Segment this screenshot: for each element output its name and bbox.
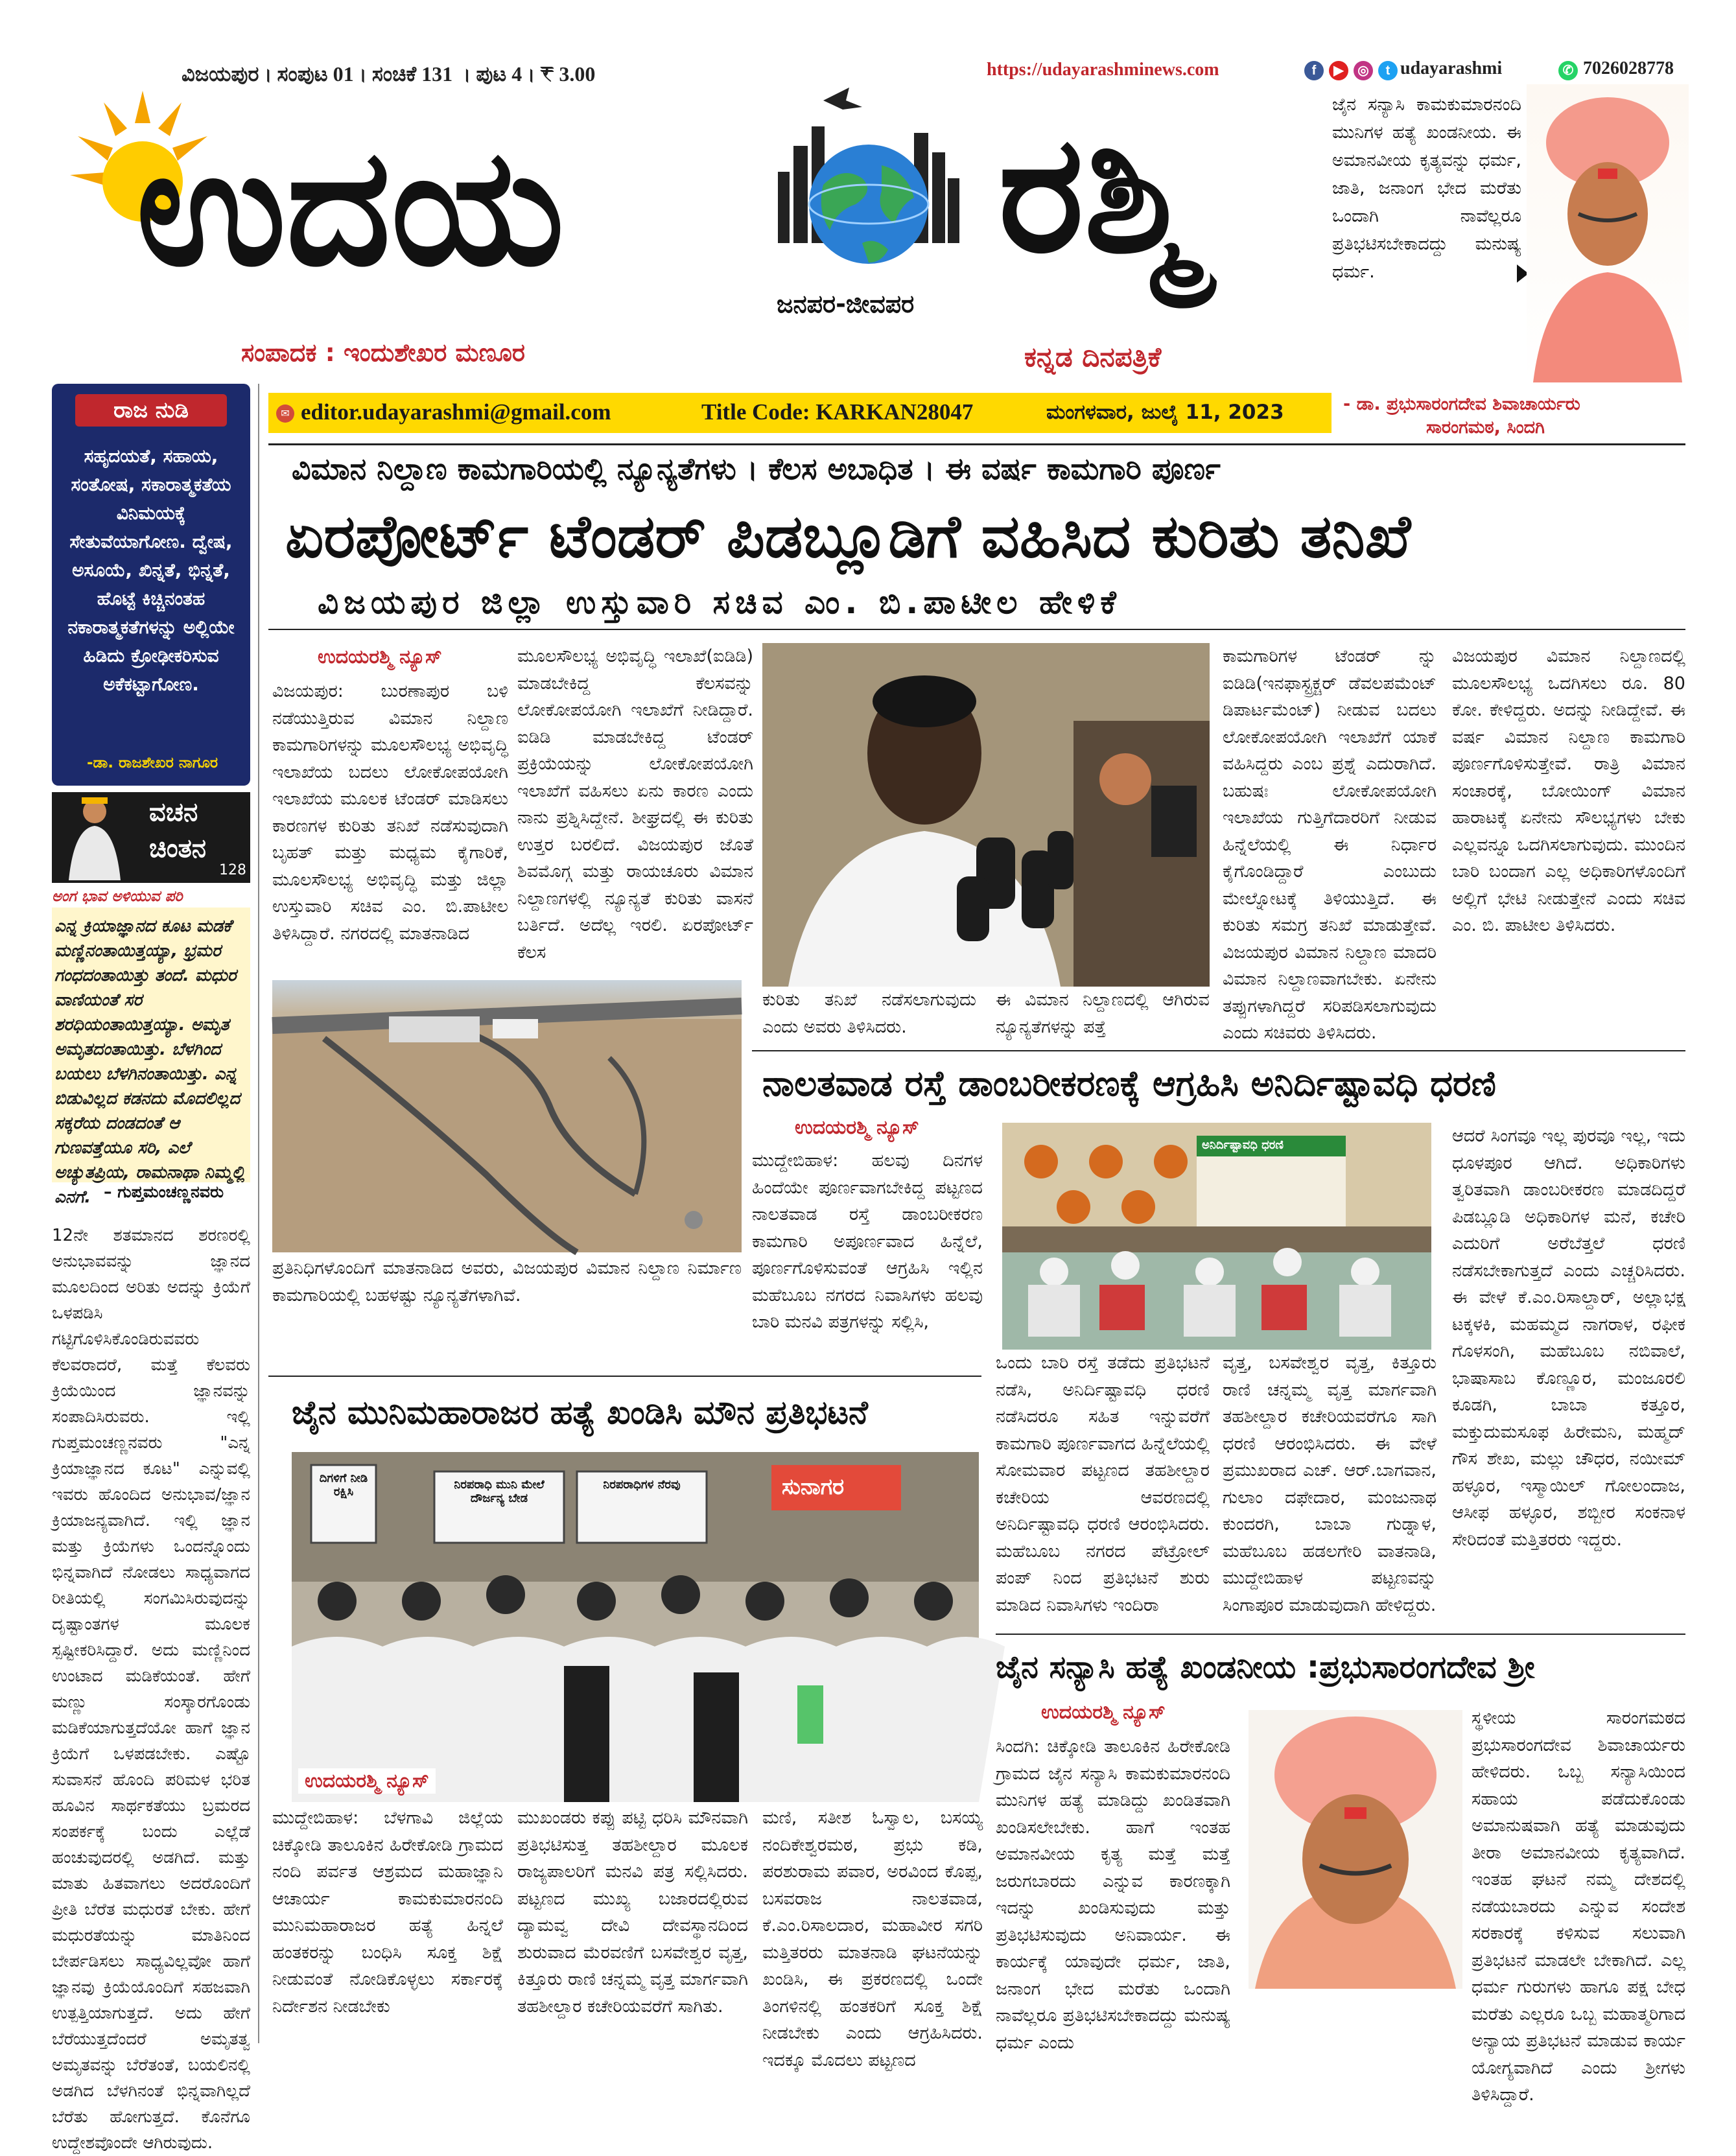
email-icon: ✉ [276,404,294,423]
instagram-icon[interactable]: ◎ [1354,61,1373,80]
youtube-icon[interactable]: ▶ [1329,61,1348,80]
lead-col1: ವಿಜಯಪುರ: ಬುರಣಾಪುರ ಬಳಿ ನಡೆಯುತ್ತಿರುವ ವಿಮಾನ ನಿಲ್ದಾಣ ಕಾಮಗಾರಿಗಳನ್ನು ಮೂಲಸೌಲಭ್ಯ ಅಭಿವೃದ್ಧಿ ಇಲಾಖೆಯ ಬದಲು ಲೋಕೋಪಯೋಗಿ ಇಲಾಖೆಯ ಮೂಲಕ ಟೆಂಡರ್ ಮಾಡಿಸಲು ಕಾರಣಗಳ ಕುರಿತು ತನಿಖೆ ನಡೆಸುವುದಾಗಿ ಬೃಹತ್ ಮತ್ತು ಮಧ್ಯಮ ಕೈಗಾರಿಕೆ, ಮೂಲಸೌಲಭ್ಯ ಅಭಿವೃದ್ಧಿ ಮತ್ತು ಜಿಲ್ಲಾ ಉಸ್ತುವಾರಿ ಸಚಿವ ಎಂ. ಬಿ.ಪಾಟೀಲ ತಿಳಿಸಿದ್ದಾರೆ. ನಗರದಲ್ಲಿ ಮಾತನಾಡಿದ [272,681,508,944]
info-bar [268,393,1331,433]
vachana-poem-author: – ಗುಪ್ತಮಂಚಣ್ಣನವರು [104,1182,224,1201]
raja-nudi-title: ರಾಜ ನುಡಿ [75,394,227,427]
vachana-body: 12ನೇ ಶತಮಾನದ ಶರಣರಲ್ಲಿ ಅನುಭಾವವನ್ನು ಜ್ಞಾನದ ಮೂಲದಿಂದ ಅರಿತು ಅದನ್ನು ಕ್ರಿಯೆಗೆ ಒಳಪಡಿಸಿ ಗಟ್ಟಿಗೊಳಿಸಿಕೊಂಡಿರುವವರು ಕೆಲವರಾದರೆ, ಮತ್ತೆ ಕೆಲವರು ಕ್ರಿಯೆಯಿಂದ ಜ್ಞಾನವನ್ನು ಸಂಪಾದಿಸಿರುವರು. ಇಲ್ಲಿ ಗುಪ್ತಮಂಚಣ್ಣನವರು "ಎನ್ನ ಕ್ರಿಯಾಜ್ಞಾನದ ಕೂಟ" ಎನ್ನುವಲ್ಲಿ ಇವರು ಹೊಂದಿದ ಅನುಭಾವ/ಜ್ಞಾನ ಕ್ರಿಯಾಜನ್ಯವಾಗಿದೆ. ಇಲ್ಲಿ ಜ್ಞಾನ ಮತ್ತು ಕ್ರಿಯೆಗಳು ಒಂದನ್ನೊಂದು ಭಿನ್ನವಾಗಿದೆ ನೋಡಲು ಸಾಧ್ಯವಾಗದ ರೀತಿಯಲ್ಲಿ ಸಂಗಮಿಸಿರುವುದನ್ನು ದೃಷ್ಟಾಂತಗಳ ಮೂಲಕ ಸ್ಪಷ್ಟೀಕರಿಸಿದ್ದಾರೆ. ಅದು ಮಣ್ಣಿನಿಂದ ಉಂಟಾದ ಮಡಿಕೆಯಂತೆ. ಹೇಗೆ ಮಣ್ಣು ಸಂಸ್ಕಾರಗೊಂಡು ಮಡಿಕೆಯಾಗುತ್ತದೆಯೋ ಹಾಗೆ ಜ್ಞಾನ ಕ್ರಿಯೆಗೆ ಒಳಪಡಬೇಕು. ಎಷ್ಟೊ ಸುವಾಸನೆ ಹೊಂದಿ ಪರಿಮಳ ಭರಿತ ಹೂವಿನ ಸಾರ್ಥಕತೆಯು ಬ್ರಮರದ ಸಂಪರ್ಕಕ್ಕೆ ಬಂದು ಎಲ್ಲೆಡೆ ಹಂಚುವುದರಲ್ಲಿ ಅಡಗಿದೆ. ಮತ್ತು ಮಾತು ಹಿತವಾಗಲು ಅದರೊಂದಿಗೆ ಪ್ರೀತಿ ಬೆರೆತ ಮಧುರತೆ ಬೇಕು. ಹೇಗೆ ಮಧುರತೆಯನ್ನು ಮಾತಿನಿಂದ ಬೇರ್ಪಡಿಸಲು ಸಾಧ್ಯವಿಲ್ಲವೋ ಹಾಗೆ ಜ್ಞಾನವು ಕ್ರಿಯೆಯೊಂದಿಗೆ ಸಹಜವಾಗಿ ಉತ್ಪತ್ತಿಯಾಗುತ್ತದೆ. ಅದು ಹೇಗೆ ಬೆರೆಯುತ್ತದೆಂದರೆ ಅಮೃತತ್ವ ಅಮೃತವನ್ನು ಬೆರೆತಂತೆ, ಬಯಲಿನಲ್ಲಿ ಅಡಗಿದ ಬೆಳಗಿನಂತೆ ಭಿನ್ನವಾಗಿಲ್ಲದೆ ಬೆರೆತು ಹೋಗುತ್ತದೆ. ಕೊನೆಗೂ ಉದ್ದೇಶವೊಂದೇ ಆಗಿರುವುದು. [52,1226,250,2153]
lead-col1b: ಪ್ರತಿನಿಧಿಗಳೊಂದಿಗೆ ಮಾತನಾಡಿದ ಅವರು, ವಿಜಯಪುರ ವಿಮಾನ ನಿಲ್ದಾಣ ನಿರ್ಮಾಣ ಕಾಮಗಾರಿಯಲ್ಲಿ ಬಹಳಷ್ಟು ನ್ಯೂನ್ಯತೆಗಳಾಗಿವೆ. [272,1258,742,1306]
edition-line: ವಿಜಯಪುರ । ಸಂಪುಟ 01 । ಸಂಚಿಕೆ 131 । ಪುಟ 4 । ₹ 3.00 [182,62,596,86]
top-quote: ಜೈನ ಸನ್ಯಾಸಿ ಕಾಮಕುಮಾರನಂದಿ ಮುನಿಗಳ ಹತ್ಯೆ ಖಂಡನೀಯ. ಈ ಅಮಾನವೀಯ ಕೃತ್ಯವನ್ನು ಧರ್ಮ, ಜಾತಿ, ಜನಾಂಗ ಭೇದ ಮರೆತು ಒಂದಾಗಿ ನಾವೆಲ್ಲರೂ ಪ್ರತಿಭಟಿಸಬೇಕಾದದ್ದು ಮನುಷ್ಯ ಧರ್ಮ. [1332,95,1521,282]
paper-type: ಕನ್ನಡ ದಿನಪತ್ರಿಕೆ [1024,341,1162,373]
dharana-banner-text: ಅನಿರ್ದಿಷ್ಟಾವಧಿ ಧರಣಿ [1202,1138,1284,1152]
road-headline: ನಾಲತವಾಡ ರಸ್ತೆ ಡಾಂಬರೀಕರಣಕ್ಕೆ ಆಗ್ರಹಿಸಿ ಅನಿರ್ದಿಷ್ಟಾವಧಿ ಧರಣಿ [762,1063,1496,1104]
logo-text-right: ರಶ್ಮಿ [998,100,1195,288]
vachana-box [52,792,250,883]
email-address[interactable]: editor.udayarashmi@gmail.com [301,399,611,425]
tagline: ಜನಪರ-ಜೀವಪರ [777,290,915,318]
swamiji-portrait-top [1527,84,1689,382]
silent-col2: ಮುಖಂಡರು ಕಪ್ಪು ಪಟ್ಟಿ ಧರಿಸಿ ಮೌನವಾಗಿ ಪ್ರತಿಭಟಿಸುತ್ತ ತಹಶೀಲ್ದಾರ ಮೂಲಕ ರಾಜ್ಯಪಾಲರಿಗೆ ಮನವಿ ಪತ್ರ ಸಲ್ಲಿಸಿದರು. ಪಟ್ಟಣದ ಮುಖ್ಯ ಬಜಾರದಲ್ಲಿರುವ ದ್ಯಾಮವ್ವ ದೇವಿ ದೇವಸ್ಥಾನದಿಂದ ಶುರುವಾದ ಮೆರವಣಿಗೆ ಬಸವೇಶ್ವರ ವೃತ್ತ, ಕಿತ್ತೂರು ರಾಣಿ ಚನ್ನಮ್ಮ ವೃತ್ತ ಮಾರ್ಗವಾಗಿ ತಹಶೀಲ್ದಾರ ಕಚೇರಿಯವರೆಗೆ ಸಾಗಿತು. [517,1808,748,2017]
vachana-subtitle: ಅಂಗ ಭಾವ ಅಳಿಯುವ ಪರಿ [52,888,183,905]
vachana-number: 128 [219,862,246,878]
globe-logo-icon [752,81,985,295]
facebook-icon[interactable]: f [1304,61,1324,80]
condemn-col2: ಸ್ಥಳೀಯ ಸಾರಂಗಮಠದ ಪ್ರಭುಸಾರಂಗದೇವ ಶಿವಾಚಾರ್ಯರು ಹೇಳಿದರು. ಒಬ್ಬ ಸನ್ಯಾಸಿಯಿಂದ ಸಹಾಯ ಪಡೆದುಕೊಂಡು ಅಮಾನುಷವಾಗಿ ಹತ್ಯೆ ಮಾಡುವುದು ತೀರಾ ಅಮಾನವೀಯ ಕೃತ್ಯವಾಗಿದೆ. ಇಂತಹ ಘಟನೆ ನಮ್ಮ ದೇಶದಲ್ಲಿ ನಡೆಯಬಾರದು ಎನ್ನುವ ಸಂದೇಶ ಸರಕಾರಕ್ಕೆ ಕಳಿಸುವ ಸಲುವಾಗಿ ಪ್ರತಿಭಟನೆ ಮಾಡಲೇ ಬೇಕಾಗಿದೆ. ಎಲ್ಲ ಧರ್ಮ ಗುರುಗಳು ಹಾಗೂ ಪಕ್ಷ ಬೇಧ ಮರೆತು ಎಲ್ಲರೂ ಒಬ್ಬ ಮಹಾತ್ಮರಿಗಾದ ಅನ್ಯಾಯ ಪ್ರತಿಭಟನೆ ಮಾಡುವ ಕಾರ್ಯ ಯೋಗ್ಯವಾಗಿದೆ ಎಂದು ಶ್ರೀಗಳು ತಿಳಿಸಿದ್ದಾರೆ. [1472,1708,1685,2105]
whatsapp-icon[interactable]: ✆ [1558,61,1578,80]
quote-place: ಸಾರಂಗಮಠ, ಸಿಂದಗಿ [1426,417,1545,438]
editor-label: ಸಂಪಾದಕ : ಇಂದುಶೇಖರ ಮಣೂರ [241,338,525,367]
silent-protest-headline: ಜೈನ ಮುನಿಮಹಾರಾಜರ ಹತ್ಯೆ ಖಂಡಿಸಿ ಮೌನ ಪ್ರತಿಭಟನೆ [292,1394,868,1431]
silent-protest-photo [292,1452,979,1802]
placard-2: ನಿರಪರಾಧಿ ಮುನಿ ಮೇಲೆ ದೌರ್ಜನ್ಯ ಬೇಡ [454,1478,545,1505]
silent-protest-byline: ಉದಯರಶ್ಮಿ ನ್ಯೂಸ್ [298,1768,436,1794]
photo-caption-left: ಕುರಿತು ತನಿಖೆ ನಡೆಸಲಾಗುವುದು ಎಂದು ಅವರು ತಿಳಿಸಿದರು. [762,990,976,1037]
condemn-byline: ಉದಯರಶ್ಮಿ ನ್ಯೂಸ್ [1041,1701,1166,1724]
lead-col3: ಕಾಮಗಾರಿಗಳ ಟೆಂಡರ್ ನ್ನು ಐಡಿಡಿ(ಇನಫಾಸ್ಟ್ರಕ್ಚರ್ ಡೆವಲಪಮೆಂಟ್ ಡಿಪಾರ್ಟಮೆಂಟ್) ನೀಡುವ ಬದಲು ಲೋಕೋಪಯೋಗಿ ಇಲಾಖೆಗೆ ಯಾಕೆ ವಹಿಸಿದ್ದರು ಎಂಬ ಪ್ರಶ್ನೆ ಎದುರಾಗಿದೆ. ಬಹುಷಃ ಲೋಕೋಪಯೋಗಿ ಇಲಾಖೆಯ ಗುತ್ತಿಗೆದಾರರಿಗೆ ನೀಡುವ ಹಿನ್ನೆಲೆಯಲ್ಲಿ ಈ ನಿರ್ಧಾರ ಕೈಗೊಂಡಿದ್ದಾರೆ ಎಂಬುದು ಮೇಲ್ನೋಟಕ್ಕೆ ತಿಳಿಯುತ್ತಿದೆ. ಈ ಕುರಿತು ಸಮಗ್ರ ತನಿಖೆ ಮಾಡುತ್ತೇವೆ. ವಿಜಯಪುರ ವಿಮಾನ ನಿಲ್ದಾಣ ಮಾದರಿ ವಿಮಾನ ನಿಲ್ದಾಣವಾಗಬೇಕು. ಏನೇನು ತಪ್ಪುಗಳಾಗಿದ್ದರೆ ಸರಿಪಡಿಸಲಾಗುವುದು ಎಂದು ಸಚಿವರು ತಿಳಿಸಿದರು. [1223,646,1437,1043]
editor-line [241,338,525,368]
lead-headline: ಏರಪೋರ್ಟ್ ಟೆಂಡರ್ ಪಿಡಬ್ಲೂಡಿಗೆ ವಹಿಸಿದ ಕುರಿತು ತನಿಖೆ [285,502,1411,571]
road-col3: ವೃತ್ತ, ಬಸವೇಶ್ವರ ವೃತ್ತ, ಕಿತ್ತೂರು ರಾಣಿ ಚನ್ನಮ್ಮ ವೃತ್ತ ಮಾರ್ಗವಾಗಿ ತಹಶೀಲ್ದಾರ ಕಚೇರಿಯವರೆಗೂ ಸಾಗಿ ಧರಣಿ ಆರಂಭಿಸಿದರು. ಈ ವೇಳೆ ಪ್ರಮುಖರಾದ ಎಚ್. ಆರ್.ಬಾಗವಾನ, ಗುಲಾಂ ದಫೇದಾರ, ಮಂಜುನಾಥ ಕುಂದರಗಿ, ಬಾಬಾ ಗುಡ್ನಾಳ, ಮಹೆಬೂಬ ಹಡಲಗೇರಿ ವಾತನಾಡಿ, ಮುದ್ದೇಬಿಹಾಳ ಪಟ್ಟಣವನ್ನು ಸಿಂಗಾಪೂರ ಮಾಡುವುದಾಗಿ ಹೇಳಿದ್ದರು. [1223,1353,1437,1615]
lead-subhead: ವಿಜಯಪುರ ಜಿಲ್ಲಾ ಉಸ್ತುವಾರಿ ಸಚಿವ ಎಂ. ಬಿ.ಪಾಟೀಲ ಹೇಳಿಕೆ [318,583,1121,621]
lead-col2: ಮೂಲಸೌಲಭ್ಯ ಅಭಿವೃದ್ಧಿ ಇಲಾಖೆ(ಐಡಿಡಿ) ಮಾಡಬೇಕಿದ್ದ ಕೆಲಸವನ್ನು ಲೋಕೋಪಯೋಗಿ ಇಲಾಖೆಗೆ ನೀಡಿದ್ದಾರೆ. ಐಡಿಡಿ ಮಾಡಬೇಕಿದ್ದ ಟೆಂಡರ್ ಪ್ರಕ್ರಿಯೆಯನ್ನು ಲೋಕೋಪಯೋಗಿ ಇಲಾಖೆಗೆ ವಹಿಸಲು ಏನು ಕಾರಣ ಎಂದು ನಾನು ಪ್ರಶ್ನಿಸಿದ್ದೇನೆ. ಶೀಘ್ರದಲ್ಲಿ ಈ ಕುರಿತು ಉತ್ತರ ಬರಲಿದೆ. ವಿಜಯಪುರ ಜೊತೆ ಶಿವಮೊಗ್ಗ ಮತ್ತು ರಾಯಚೂರು ವಿಮಾನ ನಿಲ್ದಾಣಗಳಲ್ಲಿ ನ್ಯೂನ್ಯತೆ ಕುರಿತು ವಾಸನೆ ಬರ್ತಿದೆ. ಅದೆಲ್ಲ ಇರಲಿ. ಏರಪೋರ್ಟ್ ಕೆಲಸ [517,646,753,963]
condemn-headline: ಜೈನ ಸನ್ಯಾಸಿ ಹತ್ಯೆ ಖಂಡನೀಯ :ಪ್ರಭುಸಾರಂಗದೇವ ಶ್ರೀ [996,1649,1535,1685]
placard-1: ದಿಗಳಿಗೆ ನೀಡಿ ರಕ್ಷಿಸಿ [319,1471,368,1499]
road-col1: ಮುದ್ದೇಬಿಹಾಳ: ಹಲವು ದಿನಗಳ ಹಿಂದೆಯೇ ಪೂರ್ಣವಾಗಬೇಕಿದ್ದ ಪಟ್ಟಣದ ನಾಲತವಾಡ ರಸ್ತೆ ಡಾಂಬರೀಕರಣ ಕಾಮಗಾರಿ ಅಪೂರ್ಣವಾದ ಹಿನ್ನೆಲೆ, ಪೂರ್ಣಗೊಳಿಸುವಂತೆ ಆಗ್ರಹಿಸಿ ಇಲ್ಲಿನ ಮಹೆಬೂಬ ನಗರದ ನಿವಾಸಿಗಳು ಹಲವು ಬಾರಿ ಮನವಿ ಪತ್ರಗಳನ್ನು ಸಲ್ಲಿಸಿ, [752,1151,983,1332]
road-col4: ಆದರೆ ಸಿಂಗವೂ ಇಲ್ಲ ಪುರವೂ ಇಲ್ಲ, ಇದು ಧೂಳಪೂರ ಆಗಿದೆ. ಅಧಿಕಾರಿಗಳು ತ್ವರಿತವಾಗಿ ಡಾಂಬರೀಕರಣ ಮಾಡದಿದ್ದರೆ ಪಿಡಬ್ಲೂಡಿ ಅಧಿಕಾರಿಗಳ ಮನೆ, ಕಚೇರಿ ಎದುರಿಗೆ ಅರೆಬೆತ್ತಲೆ ಧರಣಿ ನಡೆಸಬೇಕಾಗುತ್ತದೆ ಎಂದು ಎಚ್ಚರಿಸಿದರು. ಈ ವೇಳೆ ಕೆ.ಎಂ.ರಿಸಾಲ್ದಾರ್, ಅಲ್ಲಾಭಕ್ಷ ಟಕ್ಕಳಕಿ, ಮಹಮ್ಮದ ನಾಗರಾಳ, ರಫೀಕ ಗೊಳಸಂಗಿ, ಮಹೆಬೂಬ ನಬಿವಾಲೆ, ಭಾಷಾಸಾಬ ಕೊಣ್ಣೂರ, ಮಂಜೂರಲಿ ಕೂಡಗಿ, ಬಾಬಾ ಕತ್ತೂರ, ಮಕ್ತುದುಮಸೂಫ ಹಿರೇಮನಿ, ಮಹ್ಮದ್ ಗೌಸ ಶೇಖ, ಮಲ್ಲು ಚೌಧರ, ನಯೀಮ್ ಹಳ್ಳೂರ, ಇಸ್ಮಾಯಿಲ್ ಗೋಲಂದಾಜ, ಆಸೀಫ ಹಳ್ಳೂರ, ಶಬ್ಬೀರ ಸಂಕನಾಳ ಸೇರಿದಂತೆ ಮತ್ತಿತರರು ಇದ್ದರು. [1452,1126,1685,1550]
vachana-title2: ಚಿಂತನ [149,834,207,863]
vachana-title1: ವಚನ [149,797,198,827]
silent-col1: ಮುದ್ದೇಬಿಹಾಳ: ಬೆಳಗಾವಿ ಜಿಲ್ಲೆಯ ಚಿಕ್ಕೋಡಿ ತಾಲೂಕಿನ ಹಿರೇಕೋಡಿ ಗ್ರಾಮದ ನಂದಿ ಪರ್ವತ ಆಶ್ರಮದ ಮಹಾಜ್ಞಾನಿ ಆಚಾರ್ಯ ಕಾಮಕುಮಾರನಂದಿ ಮುನಿಮಹಾರಾಜರ ಹತ್ಯೆ ಹಿನ್ನಲೆ ಹಂತಕರನ್ನು ಬಂಧಿಸಿ ಸೂಕ್ತ ಶಿಕ್ಷೆ ನೀಡುವಂತೆ ನೋಡಿಕೊಳ್ಳಲು ಸರ್ಕಾರಕ್ಕೆ ನಿರ್ದೇಶನ ನೀಡಬೇಕು [272,1808,503,2017]
minister-photo [762,643,1210,987]
quote-author: - ಡಾ. ಪ್ರಭುಸಾರಂಗದೇವ ಶಿವಾಚಾರ್ಯರು [1343,394,1580,414]
website-link[interactable]: https://udayarashminews.com [987,60,1219,80]
road-byline: ಉದಯರಶ್ಮಿ ನ್ಯೂಸ್ [795,1116,919,1139]
shop-sign: ಸುನಾಗರ [782,1474,845,1500]
raja-nudi-text: ಸಹೃದಯತೆ, ಸಹಾಯ, ಸಂತೋಷ, ಸಕಾರಾತ್ಮಕತೆಯ ವಿನಿಮಯಕ್ಕೆ ಸೇತುವೆಯಾಗೋಣ. ದ್ವೇಷ, ಅಸೂಯೆ, ಖಿನ್ನತೆ, ಭಿನ್ನತೆ, ಹೊಟ್ಟೆ ಕಿಚ್ಚಿನಂತಹ ನಕಾರಾತ್ಮಕತೆಗಳನ್ನು ಅಲ್ಲಿಯೇ ಹಿಡಿದು ಕ್ರೋಢೀಕರಿಸುವ ಅಕೆಕಟ್ಟಾಗೋಣ. [67,445,235,695]
placard-3: ನಿರಪರಾಧಿಗಳ ನೆರವು [603,1478,681,1492]
lead-col4: ವಿಜಯಪುರ ವಿಮಾನ ನಿಲ್ದಾಣದಲ್ಲಿ ಮೂಲಸೌಲಭ್ಯ ಒದಗಿಸಲು ರೂ. 80 ಕೋ. ಕೇಳಿದ್ದರು. ಅದನ್ನು ನೀಡಿದ್ದೇವೆ. ಈ ವರ್ಷ ವಿಮಾನ ನಿಲ್ದಾಣ ಕಾಮಗಾರಿ ಪೂರ್ಣಗೊಳಿಸುತ್ತೇವೆ. ರಾತ್ರಿ ವಿಮಾನ ಸಂಚಾರಕ್ಕೆ, ಬೋಯಿಂಗ್ ವಿಮಾನ ಹಾರಾಟಕ್ಕೆ ಏನೇನು ಸೌಲಭ್ಯಗಳು ಬೇಕು ಎಲ್ಲವನ್ನೂ ಒದಗಿಸಲಾಗುವುದು. ಮುಂದಿನ ಬಾರಿ ಬಂದಾಗ ಎಲ್ಲ ಅಧಿಕಾರಿಗಳೊಂದಿಗೆ ಅಲ್ಲಿಗೆ ಭೇಟಿ ನೀಡುತ್ತೇನೆ ಎಂದು ಸಚಿವ ಎಂ. ಬಿ. ಪಾಟೀಲ ತಿಳಿಸಿದರು. [1452,646,1685,935]
logo-text-left: ಉದಯ [136,113,565,301]
saint-figure-icon [56,795,134,880]
condemn-col1: ಸಿಂದಗಿ: ಚಿಕ್ಕೋಡಿ ತಾಲೂಕಿನ ಹಿರೇಕೋಡಿ ಗ್ರಾಮದ ಜೈನ ಸನ್ಯಾಸಿ ಕಾಮಕುಮಾರನಂದಿ ಮುನಿಗಳ ಹತ್ಯೆ ಮಾಡಿದ್ದು ಖಂಡಿತವಾಗಿ ಖಂಡಿಸಲೇಬೇಕು. ಹಾಗೆ ಇಂತಹ ಅಮಾನವೀಯ ಕೃತ್ಯ ಮತ್ತೆ ಮತ್ತೆ ಜರುಗಬಾರದು ಎನ್ನುವ ಕಾರಣಕ್ಕಾಗಿ ಇದನ್ನು ಖಂಡಿಸುವುದು ಮತ್ತು ಪ್ರತಿಭಟಿಸುವುದು ಅನಿವಾರ್ಯ. ಈ ಕಾರ್ಯಕ್ಕೆ ಯಾವುದೇ ಧರ್ಮ, ಜಾತಿ, ಜನಾಂಗ ಭೇದ ಮರೆತು ಒಂದಾಗಿ ನಾವೆಲ್ಲರೂ ಪ್ರತಿಭಟಿಸಬೇಕಾದದ್ದು ಮನುಷ್ಯ ಧರ್ಮ ಎಂದು [996,1737,1230,2053]
social-handle[interactable]: udayarashmi [1400,58,1503,78]
lead-byline: ಉದಯರಶ್ಮಿ ನ್ಯೂಸ್ [318,646,442,668]
phone-number[interactable]: 7026028778 [1583,58,1674,78]
photo-caption-right: ಈ ವಿಮಾನ ನಿಲ್ದಾಣದಲ್ಲಿ ಆಗಿರುವ ನ್ಯೂನ್ಯತೆಗಳನ್ನು ಪತ್ತೆ [996,990,1210,1037]
silent-col3: ಮಣಿ, ಸತೀಶ ಓಸ್ವಾಲ, ಬಸಯ್ಯ ನಂದಿಕೇಶ್ವರಮಠ, ಪ್ರಭು ಕಡಿ, ಪರಶುರಾಮ ಪವಾರ, ಅರವಿಂದ ಕೊಪ್ಪ, ಬಸವರಾಜ ನಾಲತವಾಡ, ಕೆ.ಎಂ.ರಿಸಾಲದಾರ, ಮಹಾವೀರ ಸಗರಿ ಮತ್ತಿತರರು ಮಾತನಾಡಿ ಘಟನೆಯನ್ನು ಖಂಡಿಸಿ, ಈ ಪ್ರಕರಣದಲ್ಲಿ ಒಂದೇ ತಿಂಗಳಿನಲ್ಲಿ ಹಂತಕರಿಗೆ ಸೂಕ್ತ ಶಿಕ್ಷೆ ನೀಡಬೇಕು ಎಂದು ಆಗ್ರಹಿಸಿದರು. ಇದಕ್ಕೂ ಮೊದಲು ಪಟ್ಟಣದ [762,1808,983,2070]
road-col2: ಒಂದು ಬಾರಿ ರಸ್ತೆ ತಡೆದು ಪ್ರತಿಭಟನೆ ನಡೆಸಿ, ಅನಿರ್ದಿಷ್ಟಾವಧಿ ಧರಣಿ ನಡೆಸಿದರೂ ಸಹಿತ ಇನ್ನುವರೆಗೆ ಕಾಮಗಾರಿ ಪೂರ್ಣವಾಗದ ಹಿನ್ನೆಲೆಯಲ್ಲಿ ಸೋಮವಾರ ಪಟ್ಟಣದ ತಹಶೀಲ್ದಾರ ಕಚೇರಿಯ ಆವರಣದಲ್ಲಿ ಅನಿರ್ದಿಷ್ಟಾವಧಿ ಧರಣಿ ಆರಂಭಿಸಿದರು. ಮಹೆಬೂಬ ನಗರದ ಪೆಟ್ರೋಲ್ ಪಂಪ್ ನಿಂದ ಪ್ರತಿಭಟನೆ ಶುರು ಮಾಡಿದ ನಿವಾಸಿಗಳು ಇಂದಿರಾ [996,1353,1210,1615]
twitter-icon[interactable]: t [1378,61,1398,80]
airport-aerial-photo [272,980,742,1252]
raja-nudi-box [52,384,250,786]
issue-date: ಮಂಗಳವಾರ, ಜುಲೈ 11, 2023 [1046,401,1284,424]
vachana-poem: ಎನ್ನ ಕ್ರಿಯಾಜ್ಞಾನದ ಕೂಟ ಮಡಕೆ ಮಣ್ಣಿನಂತಾಯಿತ್ತಯ್ಯಾ, ಭ್ರಮರ ಗಂಧದಂತಾಯಿತ್ತು ತಂದೆ. ಮಧುರ ವಾಣಿಯಂತೆ ಸರ ಶರಧಿಯಂತಾಯಿತ್ತಯ್ಯಾ. ಅಮೃತ ಅಮೃತದಂತಾಯಿತ್ತು. ಬೆಳಗಿಂದ ಬಯಲು ಬೆಳಗಿನಂತಾಯಿತ್ತು. ಎನ್ನ ಬಿಡುವಿಲ್ಲದ ಕಡನದು ಮೊದಲಿಲ್ಲದ ಸಕ್ಕರೆಯ ದಂಡದಂತೆ ಆ ಗುಣವತ್ತೆಯೂ ಸರಿ, ಎಲೆ ಅಚ್ಯುತಪ್ರಿಯ, ರಾಮನಾಥಾ ನಿಮ್ಮಲ್ಲಿ ಎನಗೆ. [54,917,245,1207]
swamiji-portrait-bottom [1249,1710,1462,1989]
dharana-protest-photo [1002,1123,1431,1350]
raja-nudi-author: -ಡಾ. ರಾಜಶೇಖರ ನಾಗೂರ [86,755,218,771]
title-code: Title Code: KARKAN28047 [701,399,974,425]
lead-kicker: ವಿಮಾನ ನಿಲ್ದಾಣ ಕಾಮಗಾರಿಯಲ್ಲಿ ನ್ಯೂನ್ಯತೆಗಳು । ಕೆಲಸ ಅಬಾಧಿತ । ಈ ವರ್ಷ ಕಾಮಗಾರಿ ಪೂರ್ಣ [292,451,1221,486]
